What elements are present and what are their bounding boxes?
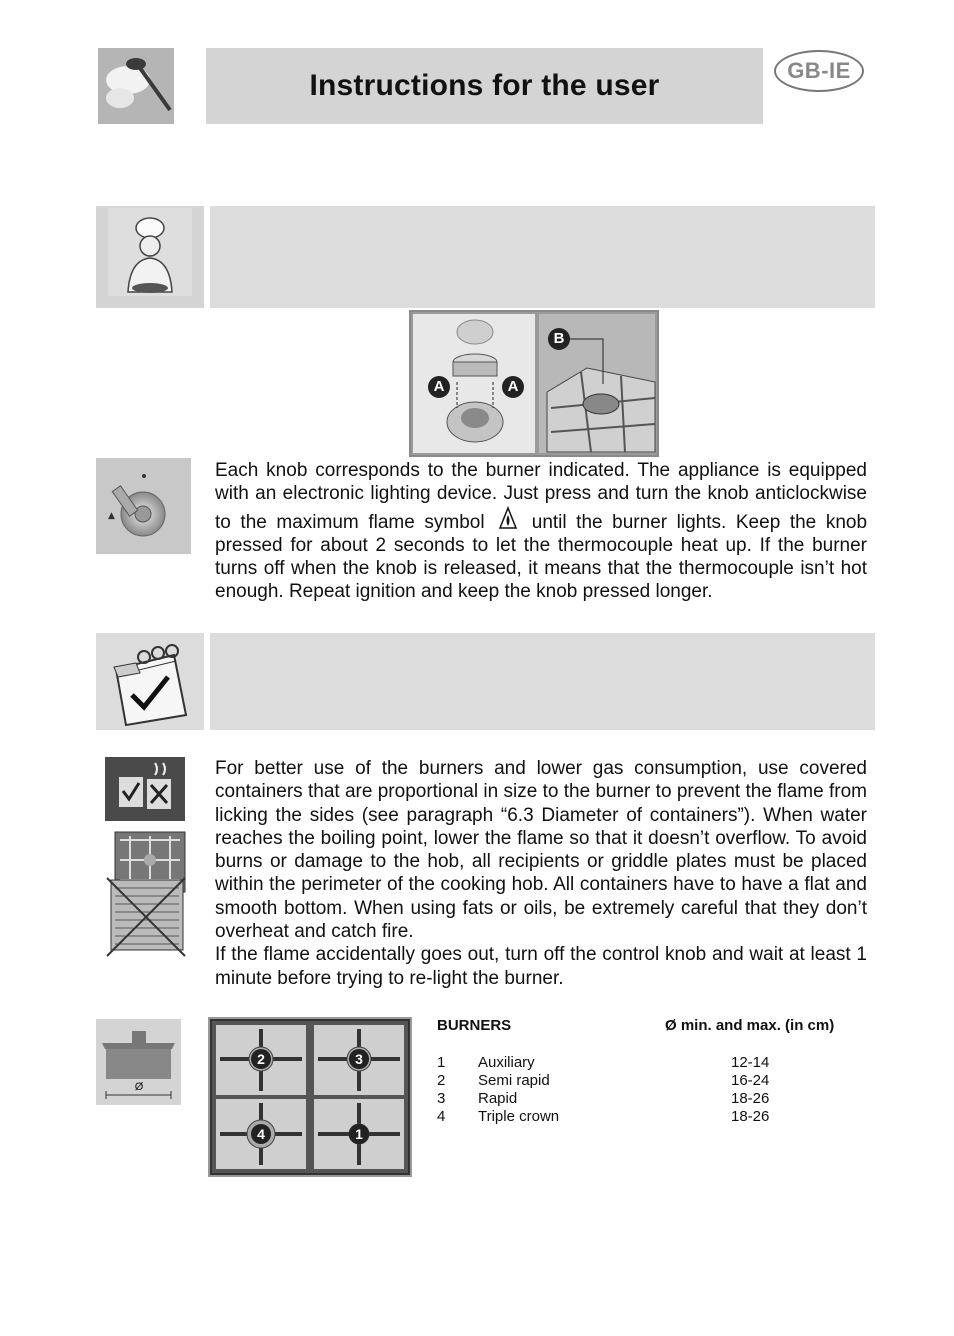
checklist-icon [96, 633, 204, 730]
burner-assembly-figure [409, 310, 659, 457]
hob-burners-diagram [210, 1019, 410, 1175]
hob-label-2: 2 [257, 1051, 265, 1067]
table-row [437, 1072, 867, 1090]
burner-range: 18-26 [731, 1090, 770, 1107]
notepad-thumbnail [96, 633, 204, 730]
burner-parts-illustration [411, 312, 657, 455]
chef-spoon-logo [98, 48, 174, 124]
burner-name: Rapid [478, 1090, 518, 1107]
lighting-paragraph [215, 459, 867, 604]
usage-text-block [215, 757, 867, 990]
table-row [437, 1054, 867, 1072]
covered-pot-icon [105, 757, 185, 821]
country-badge [774, 50, 864, 92]
label-b: B [553, 330, 565, 347]
table-row [437, 1108, 867, 1126]
usage-paragraph-2: If the flame accidentally goes out, turn off the control knob and wait at least 1 minute before trying to re-light the burner. [215, 944, 867, 989]
burner-number: 3 [437, 1090, 446, 1107]
pot-diameter-thumbnail [96, 1019, 181, 1105]
burner-name: Triple crown [478, 1108, 560, 1125]
label-a-left: A [433, 378, 445, 395]
control-knob-icon [96, 458, 191, 554]
griddle-warning-thumbnail [105, 830, 189, 958]
title-bar [206, 48, 763, 124]
burners-table [437, 1017, 867, 1137]
hob-layout-figure [208, 1017, 412, 1177]
chef-thumbnail [96, 206, 204, 308]
usage-paragraph-1: For better use of the burners and lower gas consumption, use covered containers that are proportional in size to the burner to prevent the flame from licking the sides (see paragraph “6.3 Diameter of containers”). When water reaches the boiling point, lower the flame so that it doesn’t overflow. To avoid burns or damage to the hob, all recipients or griddle plates must be placed within the perimeter of the cooking hob. All containers have to have a flat and smooth bottom. When using fats or oils, be extremely careful that they don’t overheat and catch fire. [215, 758, 867, 943]
burner-number: 2 [437, 1072, 446, 1089]
badge-label: GB-IE [787, 58, 851, 83]
lighting-text-part1: Each knob corresponds to the burner indicated. The appliance is equipped with an electronic lighting device. Just press and turn the knob anticlockwise to the maximum flame symbol [215, 460, 867, 533]
chef-icon [96, 206, 204, 308]
flame-symbol-icon [498, 506, 518, 530]
section-band-2 [210, 633, 875, 730]
diameter-symbol-label: Ø [134, 1081, 144, 1093]
label-a-right: A [507, 378, 519, 395]
table-header-burners: BURNERS [437, 1017, 512, 1034]
page-title: Instructions for the user [309, 69, 660, 102]
table-header-diameter: Ø min. and max. (in cm) [665, 1017, 835, 1034]
burner-name: Semi rapid [478, 1072, 550, 1089]
knob-thumbnail [96, 458, 191, 554]
section-band-1 [210, 206, 875, 308]
burner-range: 18-26 [731, 1108, 770, 1125]
burner-number: 4 [437, 1108, 446, 1125]
hob-label-3: 3 [355, 1051, 363, 1067]
table-row [437, 1090, 867, 1108]
griddle-crossed-icon [105, 830, 189, 958]
burner-range: 16-24 [731, 1072, 770, 1089]
burner-number: 1 [437, 1054, 446, 1071]
hob-label-4: 4 [257, 1126, 265, 1142]
covered-pot-thumbnail [105, 757, 185, 821]
spoon-hat-icon [98, 48, 174, 124]
hob-label-1: 1 [355, 1126, 363, 1142]
svg-text:▲: ▲ [108, 511, 115, 521]
burner-range: 12-14 [731, 1054, 770, 1071]
lighting-text-part2: until the burner lights. Keep the knob pressed for about 2 seconds to let the thermocouple heat up. If the burner turns off when the knob is released, it means that the thermocouple isn’t hot enough. Repeat ignition and keep the knob pressed longer. [215, 511, 868, 603]
burner-name: Auxiliary [478, 1054, 535, 1071]
